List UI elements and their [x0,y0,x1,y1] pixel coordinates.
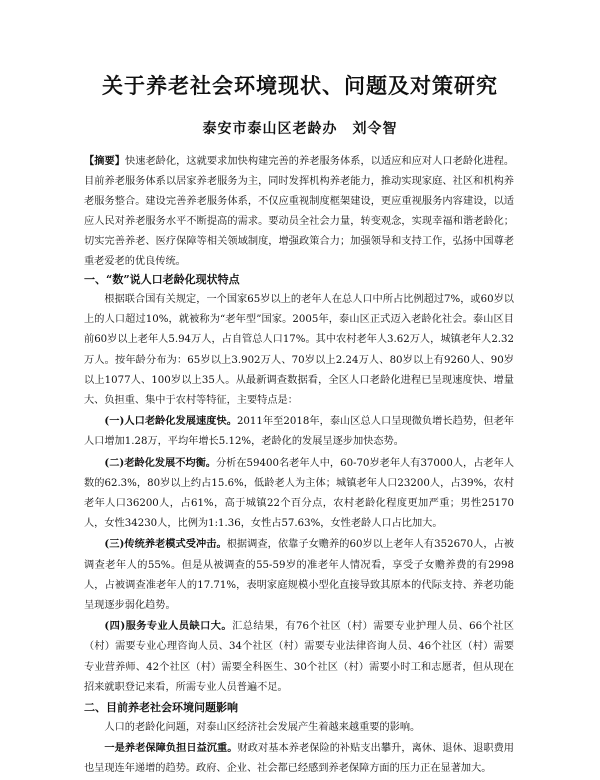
item-lead: (二)老龄化发展不均衡。 [104,456,216,469]
item-text: 汇总结果，有76个社区（村）需要专业护理人员、66个社区（村）需要专业心理咨询人员、34个社区（村）需要专业法律咨询人员、46个社区（村）需要专业营养师、42个社区（村）需要全科医生、30个社区（村）需要小时工和志愿者，但从现在招来就职登记来看，所需专业人员普遍不足。 [84,621,514,693]
item-lead: (四)服务专业人员缺口大。 [104,620,233,633]
section-1-intro: 根据联合国有关规定，一个国家65岁以上的老年人在总人口中所占比例超过7%，或60岁以上的人口超过10%，就被称为“老年型”国家。2005年，泰山区正式迈入老龄化社会。泰山区目前60岁以上老年人5.94万人，占自管总人口17%。其中农村老年人3.62万人，城镇老年人2.32万人。按年龄分布为：65岁以上3.902万人、70岁以上2.24万人、80岁以上有9260人、90岁以上1077人、100岁以上35人。从最新调查数据看，全区人口老龄化进程已呈现速度快、增量大、负担重、集中于农村等特征，主要特点是： [84,294,514,407]
item-lead: (三)传统养老模式受冲击。 [104,538,227,551]
item-lead: 一是养老保障负担日益沉重。 [104,742,238,755]
section-1-heading: 一、“数”说人口老龄化现状特点 [84,273,240,286]
abstract-text: 快速老龄化，这就要求加快构建完善的养老服务体系，以适应和应对人口老龄化进程。目前养老服务体系以居家养老服务为主，同时发挥机构养老能力，推动实现家庭、社区和机构养老服务整合。建设完善养老服务体系，不仅应重视制度框架建设，更应重视服务内容建设，以适应人民对养老服务水平不断提高的需求。要动员全社会力量，转变观念，实现幸福和谐老龄化；切实完善养老、医疗保障等相关领域制度，增强政策合力；加强领导和支持工作，弘扬中国尊老重老爱老的优良传统。 [84,156,515,267]
abstract-keyword: 【摘要】 [84,155,125,167]
section-2-intro: 人口的老龄化问题，对泰山区经济社会发展产生着越来越重要的影响。 [104,722,421,734]
section-1-item [84,616,514,698]
author-line: 泰安市泰山区老龄办 刘令智 [202,121,398,137]
section-1-item [84,411,514,452]
item-text: 根据调查，依靠子女赡养的60岁以上老年人有352670人，占被调查老年人的55%。但是从被调查的55-59岁的准老年人情况看，享受子女赡养费的有2998人，占被调查准老年人的17.71%，表明家庭规模小型化直接导致其原本的代际支持、养老功能呈现逐步弱化趋势。 [84,539,514,612]
abstract-block [84,151,514,272]
section-1-item [84,453,514,535]
item-text: 2011年至2018年，泰山区总人口呈现微负增长趋势，但老年人口增加1.28万，平均年增长5.12%，老龄化的发展呈逐步加快态势。 [84,416,514,448]
section-1-item [84,534,514,616]
paper-title: 关于养老社会环境现状、问题及对策研究 [102,73,498,98]
item-text: 分析在59400名老年人中，60-70岁老年人有37000人，占老年人数的62.3%，80岁以上约占15.6%，低龄老人为主体；城镇老年人口23200人，占39%，农村老年人口36200人，占61%，高于城镇22个百分点，农村老龄化程度更加严重；男性25170人，女性34230人，比例为1:1.36，女性占57.63%，女性老龄人口占比加大。 [84,457,515,530]
section-2-item [84,738,514,779]
section-2-heading: 二、目前养老社会环境问题影响 [84,701,238,715]
paper-body [84,270,514,780]
item-text: 财政对基本养老保险的补贴支出攀升，离休、退休、退职费用也呈现连年递增的趋势。政府、企业、社会都已经感到养老保障方面的压力正在显著加大。 [84,743,514,775]
item-lead: (一)人口老龄化发展速度快。 [104,415,237,428]
